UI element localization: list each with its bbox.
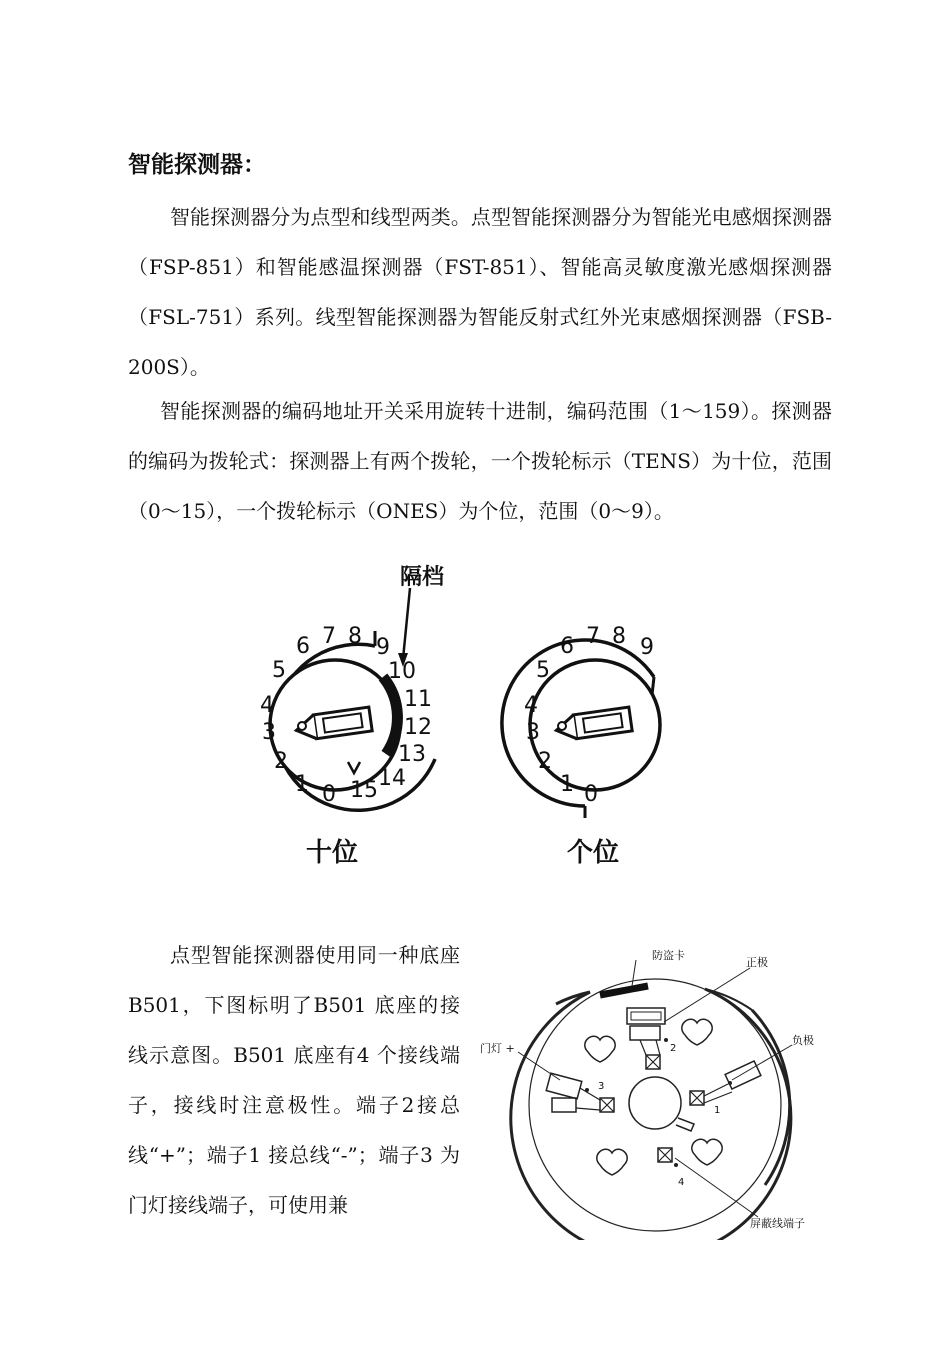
tens-num-9: 9 [376,635,390,660]
address-switch-paragraph: 智能探测器的编码地址开关采用旋转十进制，编码范围（1～159）。探测器的编码为拨轮式：探测器上有两个拨轮，一个拨轮标示（TENS）为十位，范围（0～15），一个拨轮标示（ONES）为个位，范围（0～9）。 [128,399,832,523]
b501-base-figure [480,940,840,1240]
tens-num-1: 1 [295,772,309,797]
label-antitheft: 防盗卡 [652,949,685,962]
intro-paragraph: 智能探测器分为点型和线型两类。点型智能探测器分为智能光电感烟探测器（FSP-851）和智能感温探测器（FST-851）、智能高灵敏度激光感烟探测器（FSL-751）系列。线型智能探测器为智能反射式红外光束感烟探测器（FSB-200S）。 [128,205,832,379]
label-shield-terminal: 屏蔽线端子 [750,1217,805,1230]
label-doorlamp: 门灯 + [480,1042,515,1055]
tens-num-3: 3 [262,720,276,745]
tens-num-14: 14 [378,766,406,791]
ones-num-0: 0 [584,782,598,807]
terminal-3: 3 [598,1081,605,1092]
ones-caption: 个位 [567,838,620,868]
ones-num-6: 6 [560,634,574,659]
label-positive: 正极 [746,956,768,969]
tens-num-6: 6 [296,634,310,659]
terminal-1: 1 [714,1105,721,1116]
base-b501-paragraph: 点型智能探测器使用同一种底座B501，下图标明了B501 底座的接线示意图。B501 底座有4 个接线端子，接线时注意极性。端子2接总线“+”；端子1 接总线“-”；端子3 为门灯接线端子，可使用兼 [128,943,460,1217]
ones-num-8: 8 [612,624,626,649]
terminal-4: 4 [678,1177,685,1188]
ones-num-4: 4 [524,693,538,718]
tens-num-4: 4 [260,693,274,718]
rotary-dial-figure [240,555,670,875]
ones-dial [502,624,660,818]
tens-num-11: 11 [404,687,432,712]
tens-dial [260,624,435,810]
tens-num-0: 0 [322,782,336,807]
ones-num-2: 2 [538,749,552,774]
ones-num-1: 1 [560,772,574,797]
terminal-2: 2 [670,1043,677,1054]
ones-num-7: 7 [586,624,600,649]
section-heading: 智能探测器： [128,152,266,178]
tens-num-15: 15 [350,778,378,803]
tens-caption: 十位 [306,838,359,868]
ones-num-9: 9 [640,635,654,660]
stopper-arrow [403,588,410,659]
tens-num-2: 2 [274,749,288,774]
ones-num-3: 3 [526,720,540,745]
label-negative: 负极 [792,1034,814,1047]
tens-num-5: 5 [272,658,286,683]
tens-num-8: 8 [348,624,362,649]
tens-num-7: 7 [322,624,336,649]
tens-num-12: 12 [404,715,432,740]
ones-num-5: 5 [536,658,550,683]
stopper-label: 隔档 [400,565,445,590]
tens-num-10: 10 [388,659,416,684]
tens-num-13: 13 [398,742,426,767]
